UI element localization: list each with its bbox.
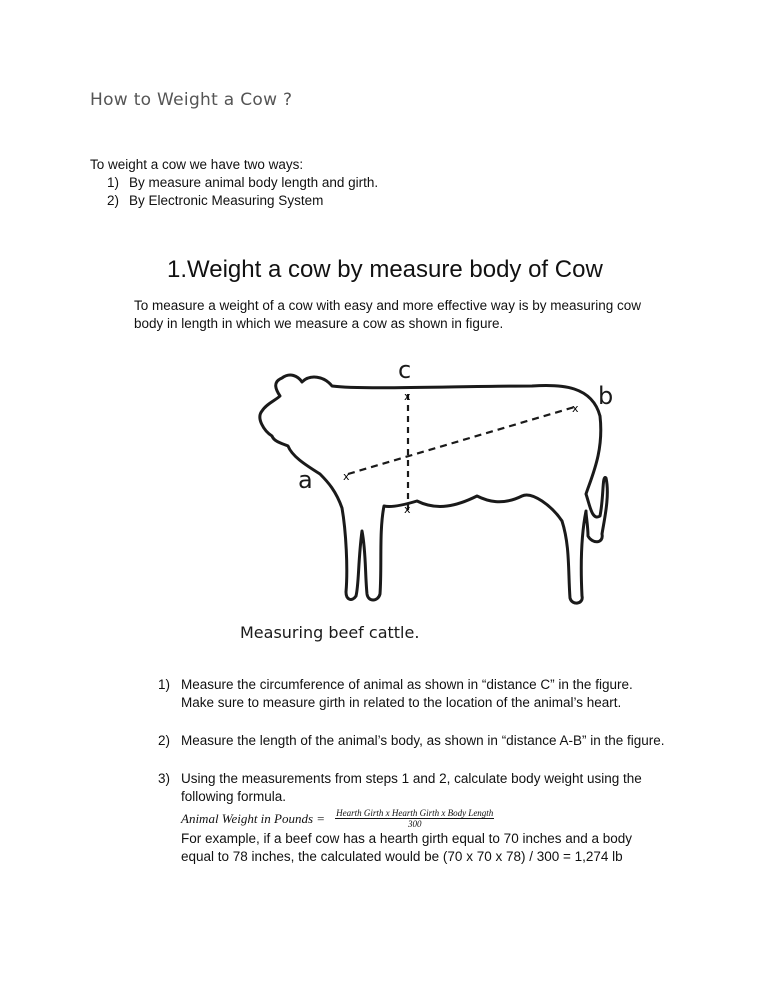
step-item: [158, 732, 718, 750]
step-text: Using the measurements from steps 1 and 2, calculate body weight using the: [181, 771, 642, 786]
list-text: By measure animal body length and girth.: [129, 175, 379, 190]
marker-x-b: x: [572, 402, 579, 415]
list-number: 1): [107, 175, 120, 190]
step-item: [158, 676, 718, 712]
intro-text: To weight a cow we have two ways:: [90, 157, 304, 172]
methods-list: [90, 174, 378, 210]
step-text: Make sure to measure girth in related to the location of the animal’s heart.: [181, 695, 622, 710]
weight-formula: [181, 808, 718, 829]
section-intro: [134, 297, 694, 333]
step-text: Measure the circumference of animal as shown in “distance C” in the figure.: [181, 677, 633, 692]
label-a: a: [298, 466, 313, 494]
section-intro-line: body in length in which we measure a cow as shown in figure.: [134, 316, 504, 331]
section-heading: 1.Weight a cow by measure body of Cow: [167, 256, 603, 283]
label-b: b: [598, 382, 614, 410]
list-text: By Electronic Measuring System: [129, 193, 324, 208]
step-text: Measure the length of the animal’s body, as shown in “distance A-B” in the figure.: [181, 733, 665, 748]
list-number: 2): [107, 193, 120, 208]
marker-x-bottom: x: [404, 503, 411, 516]
step-text: equal to 78 inches, the calculated would be (70 x 70 x 78) / 300 = 1,274 lb: [181, 849, 623, 864]
step-text: For example, if a beef cow has a hearth girth equal to 70 inches and a body: [181, 831, 633, 846]
formula-denominator: 300: [407, 819, 422, 829]
page-title: How to Weight a Cow ?: [90, 90, 293, 110]
cow-outline-illustration: [232, 356, 632, 646]
figure-caption: Measuring beef cattle.: [240, 623, 420, 642]
steps-list: [158, 676, 718, 886]
length-line-ab: [348, 406, 578, 474]
marker-x-top: x: [404, 390, 411, 403]
step-number: 2): [158, 733, 171, 748]
list-item: [90, 174, 378, 192]
formula-numerator: Hearth Girth x Hearth Girth x Body Length: [336, 808, 494, 818]
intro-block: [90, 156, 378, 210]
marker-x-a: x: [343, 470, 350, 483]
section-intro-line: To measure a weight of a cow with easy and more effective way is by measuring cow: [134, 298, 641, 313]
step-number: 1): [158, 677, 171, 692]
step-text: following formula.: [181, 789, 287, 804]
list-item: [90, 192, 378, 210]
cow-figure: [232, 356, 632, 646]
formula-lhs: Animal Weight in Pounds =: [181, 810, 326, 826]
step-item: [158, 770, 718, 866]
label-c: c: [398, 356, 412, 384]
step-number: 3): [158, 771, 171, 786]
formula-fraction: [335, 808, 494, 829]
